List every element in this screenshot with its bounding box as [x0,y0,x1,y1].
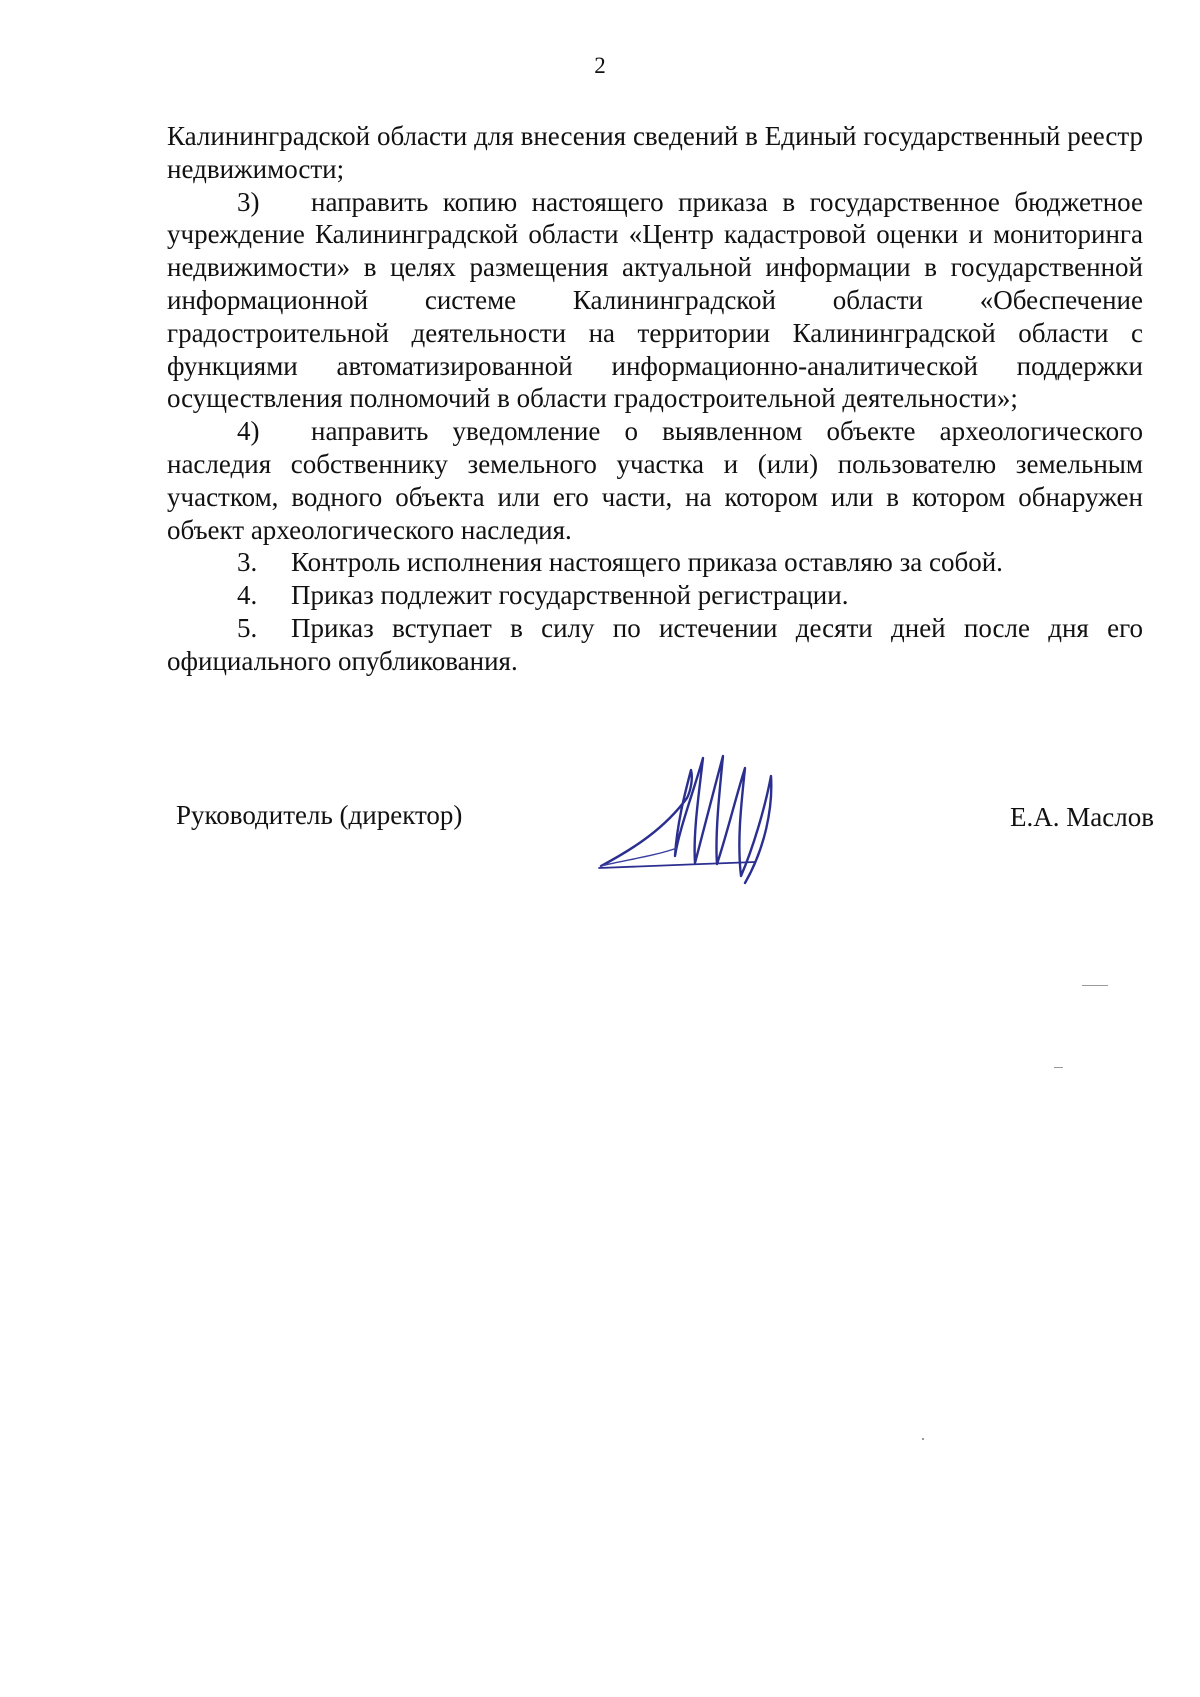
scan-artifact [1082,985,1108,986]
signature-block [0,770,1200,890]
clause-5 [167,612,1143,678]
document-body [167,120,1143,678]
clause-number: 4. [237,580,258,611]
paragraph-continuation [167,120,1143,186]
handwritten-signature [595,738,780,893]
clause-number: 3. [237,547,258,578]
paragraph-text: направить уведомление о выявленном объекте археологического наследия собственнику земельного участка и (или) пользователю земельным участком, водного объекта или его части, на котором или в котором обнаружен объект археологического наследия. [167,416,1143,545]
paragraph-text: направить копию настоящего приказа в государственное бюджетное учреждение Калининградской области «Центр кадастровой оценки и мониторинга недвижимости» в целях размещения актуальной информации в государственной информационной системе Калининградской области «Обеспечение градостроительной деятельности на территории Калининградской области с функциями автоматизированной информационно-аналитической поддержки осуществления полномочий в области градостроительной деятельности»; [167,186,1143,414]
paragraph-text: Калининградской области для внесения сведений в Единый государственный реестр недвижимости; [167,121,1143,184]
clause-3 [167,546,1143,579]
paragraph-text: Контроль исполнения настоящего приказа оставляю за собой. [291,547,1003,578]
clause-4 [167,579,1143,612]
scan-artifact [1054,1067,1063,1068]
paragraph-text: Приказ подлежит государственной регистрации. [291,580,849,611]
signer-name: Е.А. Маслов [1010,802,1154,832]
scan-artifact [922,1438,924,1440]
signer-title: Руководитель (директор) [176,800,463,830]
signature-loop [601,848,677,866]
clause-number: 5. [237,612,258,643]
list-item-3 [167,186,1143,416]
list-item-number: 3) [237,186,260,217]
list-item-number: 4) [237,416,260,447]
list-item-4 [167,415,1143,546]
signature-underline [599,862,755,868]
paragraph-text: Приказ вступает в силу по истечении десяти дней после дня его официального опубликования. [167,612,1143,676]
page-number: 2 [594,53,606,78]
